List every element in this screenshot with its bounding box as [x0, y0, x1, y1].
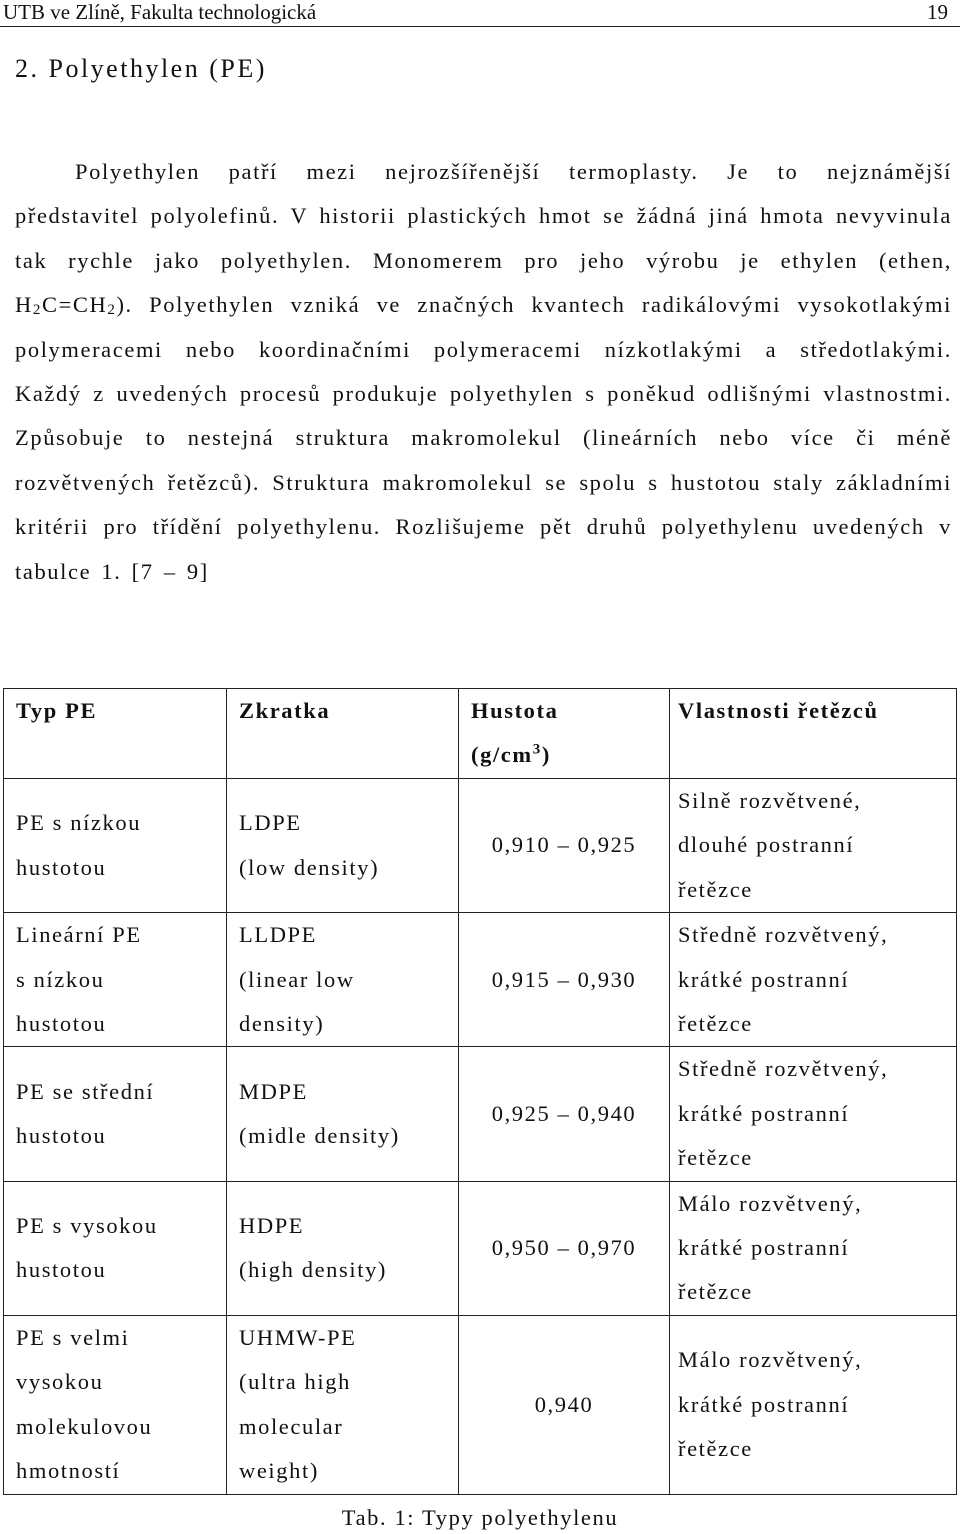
table-header-row: [4, 689, 957, 779]
header-type: Typ PE: [4, 689, 227, 779]
subscript-2a: 2: [32, 302, 42, 319]
page-header: [0, 0, 960, 27]
cell-density: 0,910 – 0,925: [459, 779, 670, 913]
cell-type: PE s velmi vysokou molekulovou hmotností: [4, 1315, 227, 1494]
cell-abbreviation: UHMW-PE (ultra high molecular weight): [227, 1315, 459, 1494]
cell-type: Lineární PE s nízkou hustotou: [4, 913, 227, 1047]
table-row: [4, 1047, 957, 1181]
subscript-2b: 2: [107, 302, 117, 319]
polyethylene-types-table: [3, 688, 957, 1495]
header-chain-properties: Vlastnosti řetězců: [670, 689, 957, 779]
cell-chain-properties: Málo rozvětvený, krátké postranní řetězce: [670, 1181, 957, 1315]
table-row: [4, 913, 957, 1047]
cell-density: 0,915 – 0,930: [459, 913, 670, 1047]
cell-chain-properties: Silně rozvětvené, dlouhé postranní řetězce: [670, 779, 957, 913]
cell-chain-properties: Málo rozvětvený, krátké postranní řetězce: [670, 1315, 957, 1494]
cell-abbreviation: HDPE (high density): [227, 1181, 459, 1315]
cell-abbreviation: MDPE (midle density): [227, 1047, 459, 1181]
table-caption: Tab. 1: Typy polyethylenu: [341, 1505, 619, 1530]
cell-type: PE se střední hustotou: [4, 1047, 227, 1181]
body-paragraph: [15, 150, 952, 594]
header-institution: UTB ve Zlíně, Fakulta technologická: [3, 0, 317, 24]
header-density: Hustota $(g/cm^3)$: [459, 689, 670, 779]
cell-density: 0,950 – 0,970: [459, 1181, 670, 1315]
cell-abbreviation: LLDPE (linear low density): [227, 913, 459, 1047]
body-text-part2: C=CH: [41, 292, 108, 318]
cell-type: PE s vysokou hustotou: [4, 1181, 227, 1315]
header-page-number: 19: [927, 0, 948, 24]
body-text-part1: Polyethylen patří mezi nejrozšířenější termoplasty. Je to nejznámější představitel polyolefinů. V historii plastických hmot se žádná jiná hmota nevyvinula tak rychle jako polyethylen. Monomerem pro jeho výrobu je ethylen (ethen, H: [15, 159, 952, 318]
cell-abbreviation: LDPE (low density): [227, 779, 459, 913]
cell-chain-properties: Středně rozvětvený, krátké postranní řetězce: [670, 1047, 957, 1181]
header-abbreviation: Zkratka: [227, 689, 459, 779]
cell-density: 0,940: [459, 1315, 670, 1494]
table-row: [4, 779, 957, 913]
superscript-3: 3: [532, 741, 542, 758]
cell-type: PE s nízkou hustotou: [4, 779, 227, 913]
table-row: [4, 1315, 957, 1494]
body-text: [15, 150, 952, 594]
cell-chain-properties: Středně rozvětvený, krátké postranní řetězce: [670, 913, 957, 1047]
cell-density: 0,925 – 0,940: [459, 1047, 670, 1181]
section-heading: 2. Polyethylen (PE): [15, 54, 267, 83]
body-text-part3: ). Polyethylen vzniká ve značných kvantech radikálovými vysokotlakými polymeracemi nebo koordinačními polymeracemi nízkotlakými a středotlakými. Každý z uvedených procesů produkuje polyethylen s poněkud odlišnými vlastnostmi. Způsobuje to nestejná struktura makromolekul (lineárních nebo více či méně rozvětvených řetězců). Struktura makromolekul se spolu s hustotou staly základními kritérii pro třídění polyethylenu. Rozlišujeme pět druhů polyethylenu uvedených v tabulce 1. [7 – 9]: [15, 292, 952, 584]
table-row: [4, 1181, 957, 1315]
